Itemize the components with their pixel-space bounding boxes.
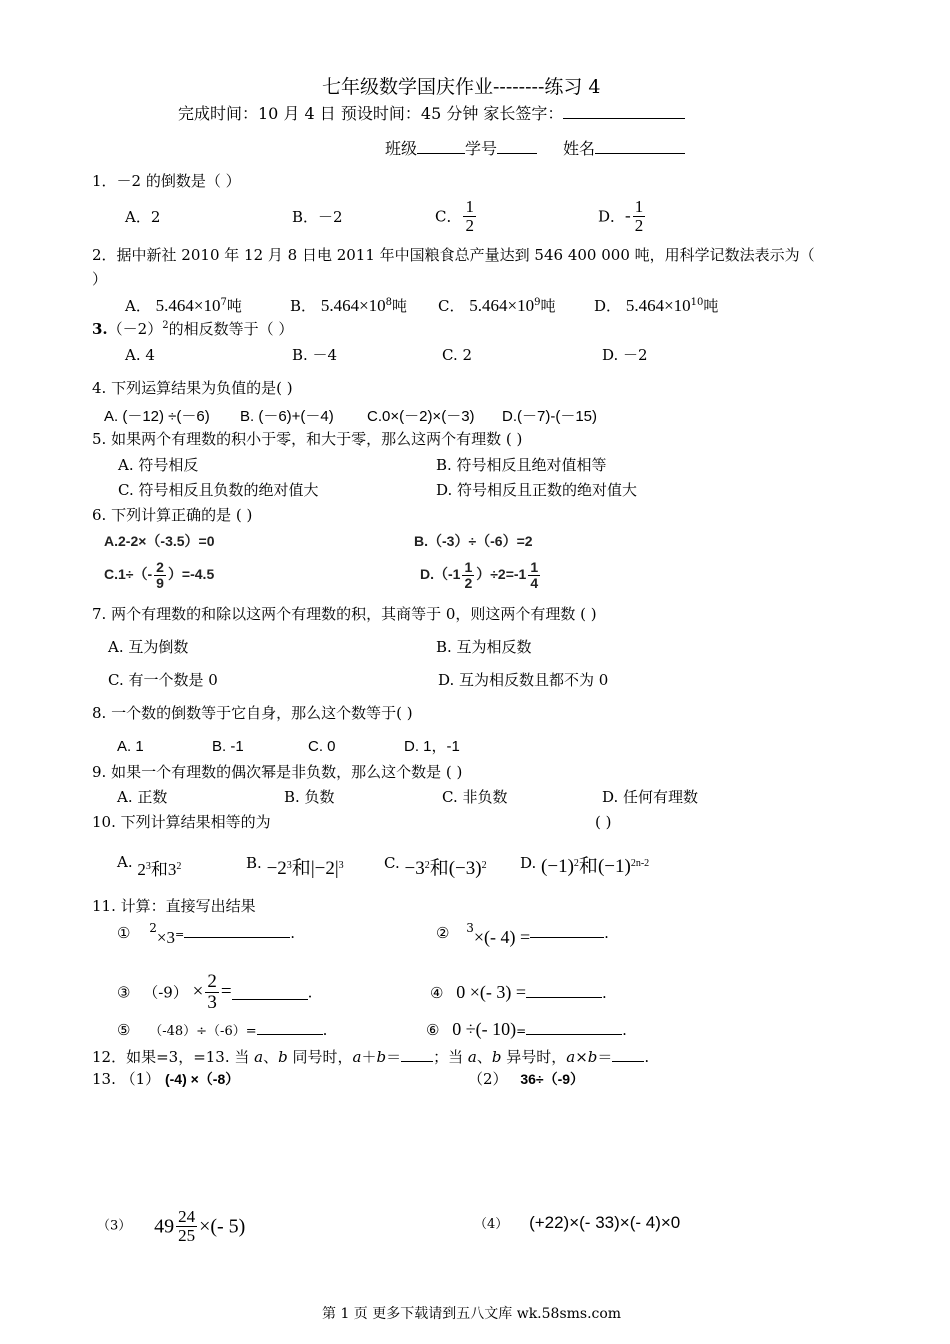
q10-a-label: A.	[117, 853, 133, 871]
q5-option-c: C. 符号相反且负数的绝对值大	[118, 481, 319, 499]
q7-option-b: B. 互为相反数	[436, 638, 532, 656]
q13-p3-num: 24	[178, 1207, 196, 1226]
q11-i2-blank	[530, 922, 604, 938]
q9-option-a: A. 正数	[117, 788, 168, 806]
q1-c-num: 1	[465, 197, 474, 216]
q2-c-times: ×10	[507, 296, 535, 315]
q7-option-c: C. 有一个数是 0	[108, 671, 218, 689]
q11-i5-num: ⑤	[117, 1021, 131, 1039]
q12-text2: ；当	[433, 1048, 468, 1066]
q1-d-sign: -	[625, 206, 631, 226]
q11-i5-dot: .	[322, 1021, 328, 1039]
q13-p3-whole: 49	[154, 1215, 175, 1238]
q2-option-c	[438, 296, 556, 316]
q10-d-and: 和	[578, 856, 598, 877]
q11-i2-num: ②	[436, 924, 450, 942]
q10-option-d	[520, 852, 649, 875]
q2-option-d	[594, 296, 718, 316]
q6-c-den: 9	[156, 574, 164, 591]
q10-c-expr2: (−3)	[448, 858, 482, 879]
q6-c-post: ）=-4.5	[167, 565, 215, 582]
q12-prod-b: b	[587, 1048, 598, 1066]
q11-i2-expr: ×(- 4) =	[473, 927, 531, 947]
q10-d-label: D.	[520, 854, 537, 872]
q2-a-base: 5.464	[155, 296, 194, 315]
page-title: 七年级数学国庆作业--------练习 4	[322, 76, 601, 98]
q4-option-c: C.0×(－2)×(－3)	[367, 408, 475, 425]
q12-sum-b: b	[376, 1048, 387, 1066]
q1-d-fraction	[633, 198, 646, 235]
q13-part-4	[474, 1213, 680, 1233]
q1-d-label: D．	[598, 207, 626, 226]
q2-c-exp: 9	[534, 297, 541, 308]
q11-i5-blank	[257, 1019, 323, 1035]
q11-i2-dot: .	[604, 924, 609, 942]
q2-d-base: 5.464	[625, 296, 665, 315]
q7-stem: 7. 两个有理数的和除以这两个有理数的积，其商等于 0，则这两个有理数 ( )	[92, 605, 597, 623]
q6-d-den2: 4	[530, 574, 539, 591]
q3-option-c: C. 2	[442, 346, 473, 364]
q2-c-base: 5.464	[469, 296, 508, 315]
q11-item-2	[436, 921, 609, 947]
q11-i6-num: ⑥	[426, 1021, 440, 1039]
q12-sep: 、	[263, 1048, 279, 1066]
q11-i3-dot: .	[307, 983, 313, 1002]
q10-c-expr1: −3	[404, 858, 425, 879]
q10-c-exp1: 2	[424, 860, 430, 871]
q12-times: ×	[575, 1048, 588, 1066]
q11-i6-dot: .	[622, 1021, 627, 1039]
q8-option-a: A. 1	[117, 738, 144, 755]
q1-stem: 1．－2 的倒数是（ ）	[92, 172, 241, 190]
q5-option-a: A. 符号相反	[118, 456, 199, 474]
q10-a-exp1: 3	[145, 861, 151, 872]
q13-part-2	[468, 1070, 584, 1088]
q11-i2-pre: 3	[466, 921, 474, 935]
q9-option-b: B. 负数	[284, 788, 335, 806]
q10-paren: ( )	[595, 813, 612, 831]
q10-option-b	[246, 852, 344, 879]
q11-i3-times: ×	[192, 981, 204, 1003]
q3-option-b: B. －4	[292, 346, 338, 364]
q6-d-pre: D.（-1	[420, 565, 461, 582]
q12-sum-a: a	[352, 1048, 362, 1066]
q1-c-den: 2	[465, 215, 474, 235]
q10-b-exp2: 3	[338, 860, 344, 871]
q11-i3-eq: =	[220, 981, 232, 1003]
q11-i1-pre: 2	[149, 921, 157, 935]
q3-stem	[92, 320, 293, 338]
q10-option-a	[117, 852, 182, 879]
q11-i6-eq: =	[516, 1024, 527, 1038]
q2-c-unit: 吨	[540, 297, 556, 315]
q12-eq2: ＝	[597, 1048, 613, 1066]
q3-option-d: D. －2	[602, 346, 648, 364]
q7-option-d: D. 互为相反数且都不为 0	[438, 671, 609, 689]
q12-var-b: b	[278, 1048, 288, 1066]
q11-i3-num: ③	[117, 983, 131, 1002]
q10-c-exp2: 2	[481, 860, 487, 871]
q6-option-a: A.2-2×（-3.5）=0	[104, 533, 215, 549]
q11-i5-expr: （-48）÷（-6）=	[149, 1024, 257, 1039]
q12-plus: ＋	[361, 1048, 377, 1066]
q6-stem: 6. 下列计算正确的是 ( )	[92, 506, 253, 524]
q11-i4-blank	[526, 982, 602, 998]
name-blank	[595, 137, 685, 154]
q11-i1-num: ①	[117, 924, 131, 942]
q2-b-exp: 8	[385, 297, 393, 308]
q12-line	[92, 1046, 649, 1066]
q12-blank-sum	[401, 1046, 433, 1062]
q11-item-6	[426, 1019, 627, 1041]
q11-i1-dot: .	[290, 924, 295, 942]
q8-option-b: B. -1	[212, 738, 244, 755]
q13-p2-expr: 36÷（-9）	[520, 1071, 585, 1087]
q11-i4-expr: 0 ×(- 3) =	[456, 982, 527, 1002]
q11-item-5	[117, 1019, 327, 1040]
q2-d-unit: 吨	[703, 297, 719, 315]
q1-c-fraction	[463, 198, 476, 235]
number-label: 学号	[465, 139, 498, 158]
q10-a-expr2: 3	[167, 860, 177, 879]
q11-i3-fraction	[205, 972, 219, 1013]
q8-stem: 8. 一个数的倒数等于它自身，那么这个数等于( )	[92, 704, 413, 722]
q1-option-d	[598, 198, 647, 235]
q13-part-3	[97, 1208, 245, 1245]
q4-stem: 4. 下列运算结果为负值的是( )	[92, 379, 293, 397]
q4-option-a: A. (－12) ÷(－6)	[104, 408, 210, 425]
q3-stem-rest: 的相反数等于（ ）	[168, 320, 294, 338]
q11-i3-pre: （-9）	[143, 983, 188, 1002]
q10-a-and: 和	[150, 860, 168, 879]
q6-c-num: 2	[156, 559, 164, 575]
q13-p1-label: （1）	[120, 1070, 161, 1088]
q10-b-exp1: 3	[286, 860, 292, 871]
info-line	[178, 102, 685, 123]
q10-b-and: 和	[291, 858, 311, 879]
q12-prod-a: a	[566, 1048, 576, 1066]
q12-blank-prod	[612, 1046, 644, 1062]
q6-d-num1: 1	[464, 559, 473, 575]
q12-var-a2: a	[467, 1048, 477, 1066]
number-blank	[497, 137, 537, 154]
q7-option-a: A. 互为倒数	[108, 638, 189, 656]
q13-p1-expr: (-4) ×（-8）	[164, 1071, 240, 1087]
q11-item-3	[117, 972, 312, 1013]
q11-i6-blank	[526, 1019, 622, 1035]
q6-d-fraction2	[528, 560, 540, 590]
q11-i3-blank	[232, 984, 308, 1000]
q3-stem-base: （－2）	[107, 320, 163, 338]
q2-a-unit: 吨	[226, 297, 242, 315]
q10-a-exp2: 2	[176, 861, 182, 872]
q6-option-d	[420, 560, 542, 590]
q13-part-1	[92, 1070, 239, 1088]
q2-stem: 2．据中新社 2010 年 12 月 8 日电 2011 年中国粮食总产量达到 546 400 000 吨，用科学记数法表示为（	[92, 246, 815, 264]
q3-stem-exp: 2	[162, 320, 169, 331]
q12-var-b2: b	[491, 1048, 502, 1066]
q2-b-base: 5.464	[320, 296, 360, 315]
q9-stem: 9. 如果一个有理数的偶次幂是非负数，那么这个数是 ( )	[92, 763, 463, 781]
q1-option-c	[435, 198, 478, 235]
q11-i1-expr: ×3	[156, 928, 175, 947]
q2-b-times: ×10	[359, 296, 386, 315]
q10-option-c	[384, 852, 487, 879]
q6-d-fraction1	[462, 560, 474, 590]
signature-blank	[563, 102, 685, 119]
q12-sep2: 、	[476, 1048, 492, 1066]
q2-a-exp: 7	[220, 297, 227, 308]
q10-c-and: 和	[429, 858, 449, 879]
class-blank	[417, 137, 465, 154]
q11-i4-num: ④	[430, 984, 444, 1002]
q6-d-mid: ）÷2=-1	[476, 565, 527, 582]
q2-option-a	[125, 296, 242, 316]
q6-c-fraction	[154, 560, 166, 590]
q11-i3-frac-den: 3	[207, 991, 217, 1013]
info-text: 完成时间：10 月 4 日 预设时间：45 分钟 家长签字：	[178, 104, 564, 123]
q13-p2-label: （2）	[468, 1070, 508, 1088]
q2-a-label: A．	[125, 297, 151, 315]
q12-eq: ＝	[386, 1048, 402, 1066]
q10-stem: 10. 下列计算结果相等的为	[92, 813, 271, 831]
q2-b-label: B．	[290, 297, 317, 315]
q12-diff: 异号时，	[501, 1048, 567, 1066]
q1-c-label: C．	[435, 207, 462, 226]
q10-b-label: B.	[246, 854, 262, 872]
q8-option-d: D. 1，-1	[404, 738, 460, 755]
q13-p3-den: 25	[178, 1225, 196, 1245]
q5-option-b: B. 符号相反且绝对值相等	[436, 456, 607, 474]
q13-p4-label: （4）	[474, 1217, 509, 1232]
q3-number: 3.	[92, 320, 108, 338]
q13-p3-rest: ×(- 5)	[199, 1215, 246, 1238]
q9-option-c: C. 非负数	[442, 788, 508, 806]
q11-stem: 11. 计算：直接写出结果	[92, 897, 256, 915]
class-line	[385, 137, 685, 158]
q11-i4-dot: .	[602, 984, 607, 1002]
q4-option-b: B. (－6)+(－4)	[240, 408, 334, 425]
q2-a-times: ×10	[193, 296, 221, 315]
q11-i3-frac-num: 2	[207, 971, 217, 992]
page-footer: 第 1 页 更多下载请到五八文库 wk.58sms.com	[322, 1306, 622, 1322]
q6-option-c	[104, 560, 214, 590]
q2-option-b	[290, 296, 407, 316]
q4-option-d: D.(－7)-(－15)	[502, 408, 598, 425]
q6-d-den1: 2	[464, 574, 473, 591]
q6-d-num2: 1	[530, 559, 539, 575]
q10-a-expr1: 2	[137, 860, 146, 879]
q2-stem-end: ）	[92, 270, 108, 288]
q5-stem: 5. 如果两个有理数的积小于零，和大于零，那么这两个有理数 ( )	[92, 430, 523, 448]
q13-p3-label: （3）	[97, 1218, 132, 1234]
q13-p4-expr: (+22)×(- 33)×(- 4)×0	[529, 1213, 681, 1232]
q6-c-pre: C.1÷（-	[104, 565, 153, 582]
q1-option-b: B．－2	[292, 208, 343, 226]
q11-i6-expr: 0 ÷(- 10)	[452, 1019, 517, 1039]
q12-var-a: a	[254, 1048, 264, 1066]
q10-b-expr2: |−2|	[310, 858, 339, 879]
name-label: 姓名	[563, 139, 596, 158]
q13-p3-fraction	[176, 1208, 197, 1245]
q8-option-c: C. 0	[308, 738, 336, 755]
q11-item-4	[430, 982, 607, 1004]
q10-d-expr2: (−1)	[597, 856, 631, 877]
q2-d-exp: 10	[690, 297, 704, 308]
q11-i1-blank	[184, 922, 290, 938]
q12-end: .	[644, 1048, 650, 1066]
q12-same: 同号时，	[287, 1048, 353, 1066]
q10-d-expr1: (−1)	[541, 856, 574, 877]
q1-option-a: A．2	[125, 208, 161, 226]
q2-b-unit: 吨	[392, 297, 408, 315]
q10-d-exp1: 2	[573, 858, 579, 869]
class-label: 班级	[385, 139, 418, 158]
q9-option-d: D. 任何有理数	[602, 788, 699, 806]
q10-c-label: C.	[384, 854, 400, 872]
q13-label: 13.	[92, 1070, 116, 1088]
q2-d-times: ×10	[664, 296, 691, 315]
q10-d-exp2: 2n-2	[630, 858, 650, 869]
q2-d-label: D．	[594, 297, 622, 315]
q11-item-1	[117, 921, 295, 947]
q11-i1-eq: =	[174, 928, 185, 941]
q5-option-d: D. 符号相反且正数的绝对值大	[436, 481, 638, 499]
q3-option-a: A. 4	[125, 346, 155, 364]
q6-option-b: B.（-3）÷（-6）=2	[414, 533, 533, 549]
q1-d-num: 1	[634, 197, 644, 216]
q1-d-den: 2	[634, 215, 644, 235]
q12-text1: 12．如果=3，=13. 当	[92, 1048, 255, 1066]
q10-b-expr1: −2	[266, 858, 287, 879]
q2-c-label: C．	[438, 297, 465, 315]
